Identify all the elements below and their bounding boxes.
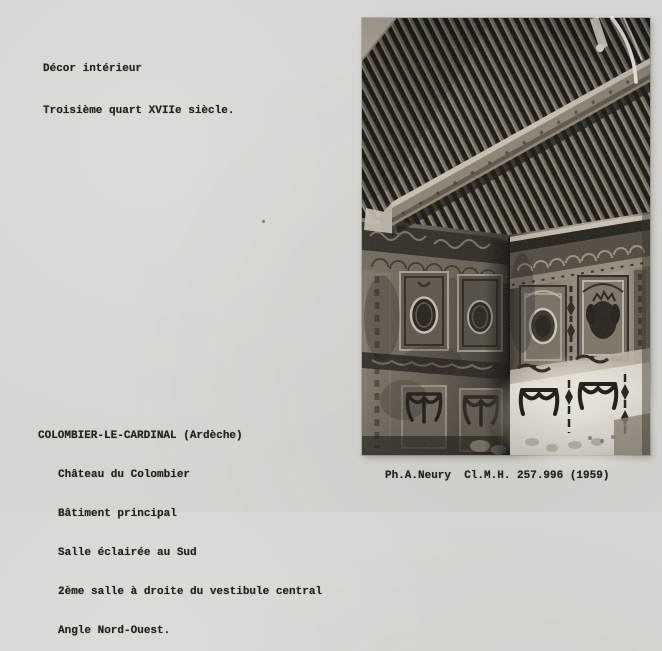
card-speck bbox=[262, 220, 265, 223]
location-line: Château du Colombier bbox=[58, 469, 191, 481]
photograph bbox=[362, 18, 650, 455]
photo-credit: Ph.A.Neury Cl.M.H. 257.996 (1959) bbox=[385, 470, 610, 482]
classification-block bbox=[43, 34, 234, 132]
classification-line-2: Troisième quart XVIIe siècle. bbox=[43, 105, 235, 117]
vignette-overlay bbox=[362, 18, 650, 455]
location-block bbox=[38, 404, 322, 651]
photograph-rendering bbox=[362, 18, 650, 455]
location-line: Angle Nord-Ouest. bbox=[58, 625, 171, 637]
location-line: Salle éclairée au Sud bbox=[58, 547, 197, 559]
location-line: 2ème salle à droite du vestibule central bbox=[58, 586, 323, 598]
location-title: COLOMBIER-LE-CARDINAL (Ardèche) bbox=[38, 430, 243, 442]
location-line: Bâtiment principal bbox=[58, 508, 177, 520]
classification-line-1: Décor intérieur bbox=[43, 63, 143, 75]
